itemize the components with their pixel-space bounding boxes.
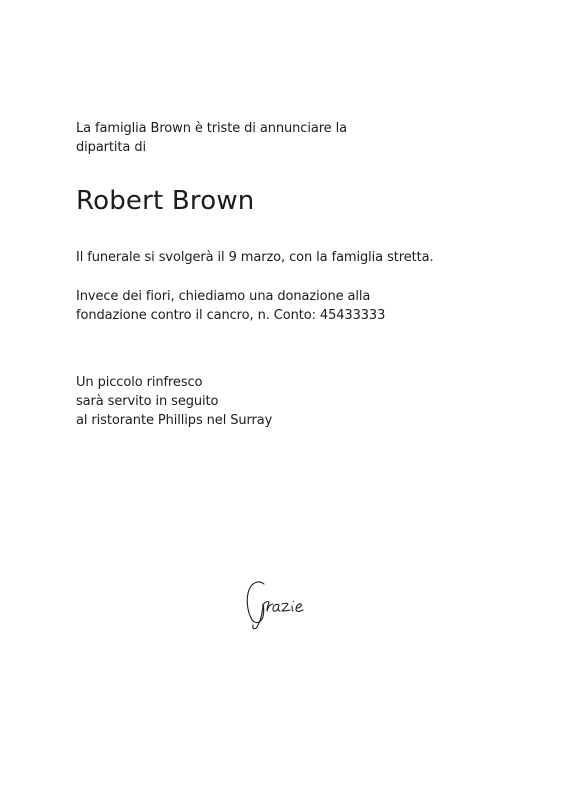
handwritten-signature — [240, 578, 324, 630]
refreshment-line: Un piccolo rinfresco — [76, 375, 203, 390]
intro-paragraph — [76, 119, 347, 157]
intro-line: dipartita di — [76, 140, 146, 155]
intro-line: La famiglia Brown è triste di annunciare la — [76, 121, 347, 136]
deceased-name: Robert Brown — [76, 186, 255, 216]
donation-line: fondazione contro il cancro, n. Conto: 45433333 — [76, 308, 386, 323]
refreshment-line: sarà servito in seguito — [76, 394, 219, 409]
refreshment-paragraph — [76, 373, 272, 430]
refreshment-line: al ristorante Phillips nel Surray — [76, 413, 273, 428]
funeral-info: Il funerale si svolgerà il 9 marzo, con la famiglia stretta. — [76, 250, 434, 265]
donation-paragraph — [76, 287, 385, 325]
donation-line: Invece dei fiori, chiediamo una donazione alla — [76, 289, 371, 304]
